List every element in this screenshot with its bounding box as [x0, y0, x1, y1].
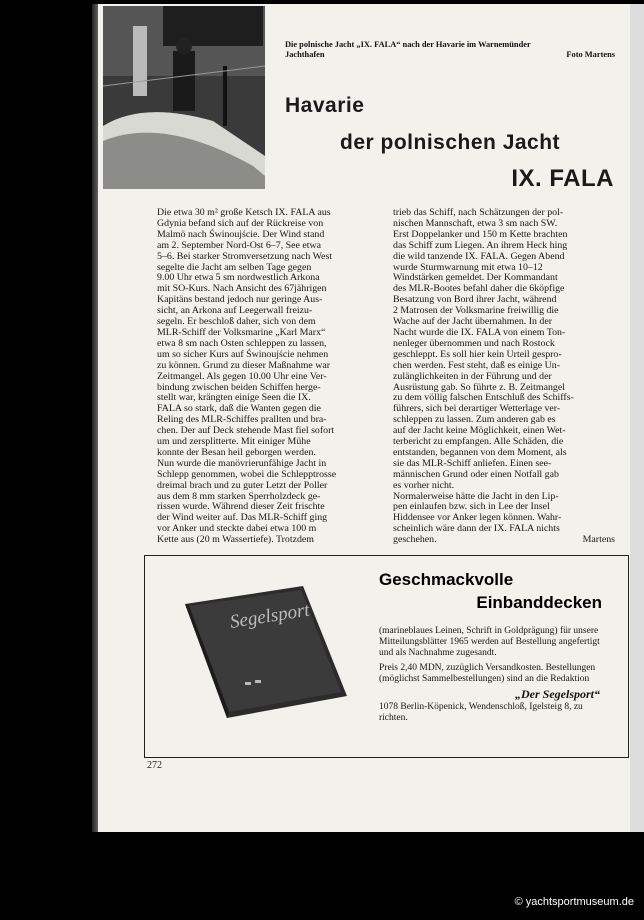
article-line: Kette aus (20 m Wassertiefe). Trotzdem — [157, 534, 314, 546]
facing-page-edge — [630, 4, 644, 832]
article-line: zu dem völlig falschen Entschluß des Schiffs- — [393, 392, 574, 404]
ad-title-line1: Geschmackvolle — [379, 570, 514, 589]
article-line: zu können. Grund zu dieser Maßnahme war — [157, 359, 331, 371]
article-line: Normalerweise hätte die Jacht in den Lip- — [393, 490, 559, 502]
article-line: konnte der Besan heil geborgen werden. — [157, 446, 316, 458]
yacht-photo — [103, 6, 265, 189]
article-line: auf der Jacht keine Möglichkeit, einen Wet- — [393, 425, 566, 437]
article-line: 5–6. Bei starker Stromversetzung nach West — [157, 250, 333, 262]
article-line: Die etwa 30 m² große Ketsch IX. FALA aus — [157, 207, 331, 218]
article-line: Kapitäns bestand jedoch nur geringe Aus- — [157, 294, 323, 306]
article-line: Schlepp genommen, wobei die Schlepptrosse — [157, 468, 337, 480]
article-line: geschehen. — [393, 534, 437, 546]
article-line: schleppen zu lassen. Zum anderen gab es — [393, 414, 556, 426]
article-line: terbericht zu empfangen. Alle Schäden, die — [393, 436, 564, 448]
article-line: segeln. Er beschloß daher, sich von dem — [157, 316, 316, 328]
ad-address: 1078 Berlin-Köpenick, Wendenschloß, Igelsteig 8, zu richten. — [379, 702, 583, 723]
article-line: männischen Grund oder einen Notfall gab — [393, 468, 559, 480]
article-line: Gdynia befand sich auf der Rückreise von — [157, 217, 324, 229]
article-line: das Schiff zum Liegen. An ihrem Heck hing — [393, 239, 568, 251]
article-line: etwa 8 sm nach Osten schleppen zu lassen, — [157, 337, 327, 349]
article-line: des MLR-Bootes befahl daher die 6köpfige — [393, 283, 565, 295]
article-title-line3: IX. FALA — [511, 165, 614, 192]
article-line: entstanden, begannen von dem Moment, als — [393, 446, 567, 458]
article-line: die wild tanzende IX. FALA. Gegen Abend — [393, 250, 565, 262]
article-line: 2 Matrosen der Volksmarine freiwillig die — [393, 305, 559, 317]
article-line: 9.00 Uhr etwa 5 sm nordwestlich Arkona — [157, 272, 320, 284]
article-line: um so sicher Kurs auf Świnoujście nehmen — [157, 348, 329, 360]
ad-body — [379, 626, 600, 728]
copyright-notice: © yachtsportmuseum.de — [514, 896, 634, 908]
article-line: chen. Der auf Deck stehende Mast fiel sofort — [157, 425, 335, 437]
ad-pricing: Preis 2,40 MDN, zuzüglich Versandkosten. Bestellungen (möglichst Sammelbestellungen) sind an die Redaktion — [379, 663, 596, 684]
caption-text-line1: Die polnische Jacht „IX. FALA“ nach der Havarie im Warnemünder — [285, 40, 531, 49]
caption-text-line2: Jachthafen — [285, 50, 325, 59]
article-line: zulänglichkeiten in der Führung und der — [393, 370, 552, 382]
article-line: dreimal brach und zu guter Letzt der Poller — [157, 479, 328, 491]
article-line: scheinlich wäre dann der IX. FALA nichts — [393, 523, 560, 535]
ad-title-line2: Einbanddecken — [476, 593, 602, 612]
article-line: Malmö nach Świnoujście. Der Wind stand — [157, 228, 325, 240]
article-line: stellt war, krängten einige Seen die IX. — [157, 392, 311, 404]
book-cover-title: Segelsport — [228, 599, 312, 633]
advertisement-box — [144, 555, 629, 758]
article-line: segelte die Jacht am selben Tage gegen — [157, 261, 312, 273]
article-line: Zeitmangel. Als gegen 10.00 Uhr eine Ver- — [157, 370, 327, 382]
article-line: Nacht wurde die IX. FALA von einem Ton- — [393, 326, 566, 338]
article-line: Hiddensee vor Anker legen können. Wahr- — [393, 512, 562, 524]
article-title-line1: Havarie — [285, 94, 365, 117]
article-line: pen einlaufen bzw. sich in Lee der Insel — [393, 501, 550, 513]
article-line: trieb das Schiff, nach Schätzungen der pol- — [393, 207, 564, 218]
article-line: Windstärken gemeldet. Der Kommandant — [393, 272, 558, 284]
article-line: nenleger übernommen und nach Rostock — [393, 337, 555, 349]
article-title-line2: der polnischen Jacht — [340, 131, 561, 154]
article-line: Erst Doppelanker und 150 m Kette brachten — [393, 228, 568, 240]
article-line: mit SO-Kurs. Nach Ansicht des 67jährigen — [157, 283, 327, 295]
article-line: aus dem 8 mm starken Sperrholzdeck ge- — [157, 490, 321, 502]
photo-credit: Foto Martens — [566, 50, 615, 59]
photo-caption — [285, 40, 615, 60]
article-line: sie das MLR-Schiff anliefen. Einen see- — [393, 457, 552, 469]
article-line: wurde Sturmwarnung mit etwa 10–12 — [393, 261, 543, 273]
article-line: bindung zwischen beiden Schiffen herge- — [157, 381, 321, 393]
article-line: Nun wurde die manövrierunfähige Jacht in — [157, 457, 327, 469]
article-line: Besatzung von Bord ihrer Jacht, während — [393, 294, 557, 306]
article-line: um und zersplitterte. Mit einiger Mühe — [157, 436, 311, 448]
article-line: Reling des MLR-Schiffes prallten und bra- — [157, 414, 327, 426]
article-line: führers, sich bei derartiger Wetterlage ver- — [393, 403, 561, 415]
article-signature: Martens — [582, 534, 615, 546]
ad-brand: „Der Segelsport“ — [515, 687, 600, 701]
article-line: vor Anker und steckte dabei etwa 100 m — [157, 523, 317, 535]
article-line: sicht, an Arkona auf Leegerwall freizu- — [157, 305, 313, 317]
article-line: nischen Mannschaft, etwa 3 sm nach SW. — [393, 217, 558, 229]
article-line: Wache auf der Jacht übernahmen. In der — [393, 316, 553, 328]
article-line: Ausrüstung gab. So führte z. B. Zeitmangel — [393, 381, 565, 393]
article-line: am 2. September Nord-Ost 6–7, See etwa — [157, 239, 321, 251]
article-line: der Wind weiter auf. Das MLR-Schiff ging — [157, 512, 328, 524]
article-line: MLR-Schiff der Volksmarine „Karl Marx“ — [157, 326, 326, 338]
article-column-2 — [393, 208, 615, 546]
article-line: FALA so stark, daß die Wanten gegen die — [157, 403, 321, 415]
article-line: es vorher nicht. — [393, 479, 455, 491]
article-line: rissen wurde. Während dieser Zeit frischte — [157, 501, 325, 513]
article-column-1 — [157, 208, 382, 546]
article-line: geschleppt. Es soll hier kein Urteil gespro- — [393, 348, 562, 360]
article-line: chen werden. Fest steht, daß es einige Un- — [393, 359, 561, 371]
page-number: 272 — [147, 760, 162, 771]
book-cover-image — [183, 586, 349, 718]
ad-description: (marineblaues Leinen, Schrift in Goldprägung) für unsere Mitteilungsblätter 1965 werden auf Bestellung angefertigt und als Nachnahme zugesandt. — [379, 626, 600, 658]
